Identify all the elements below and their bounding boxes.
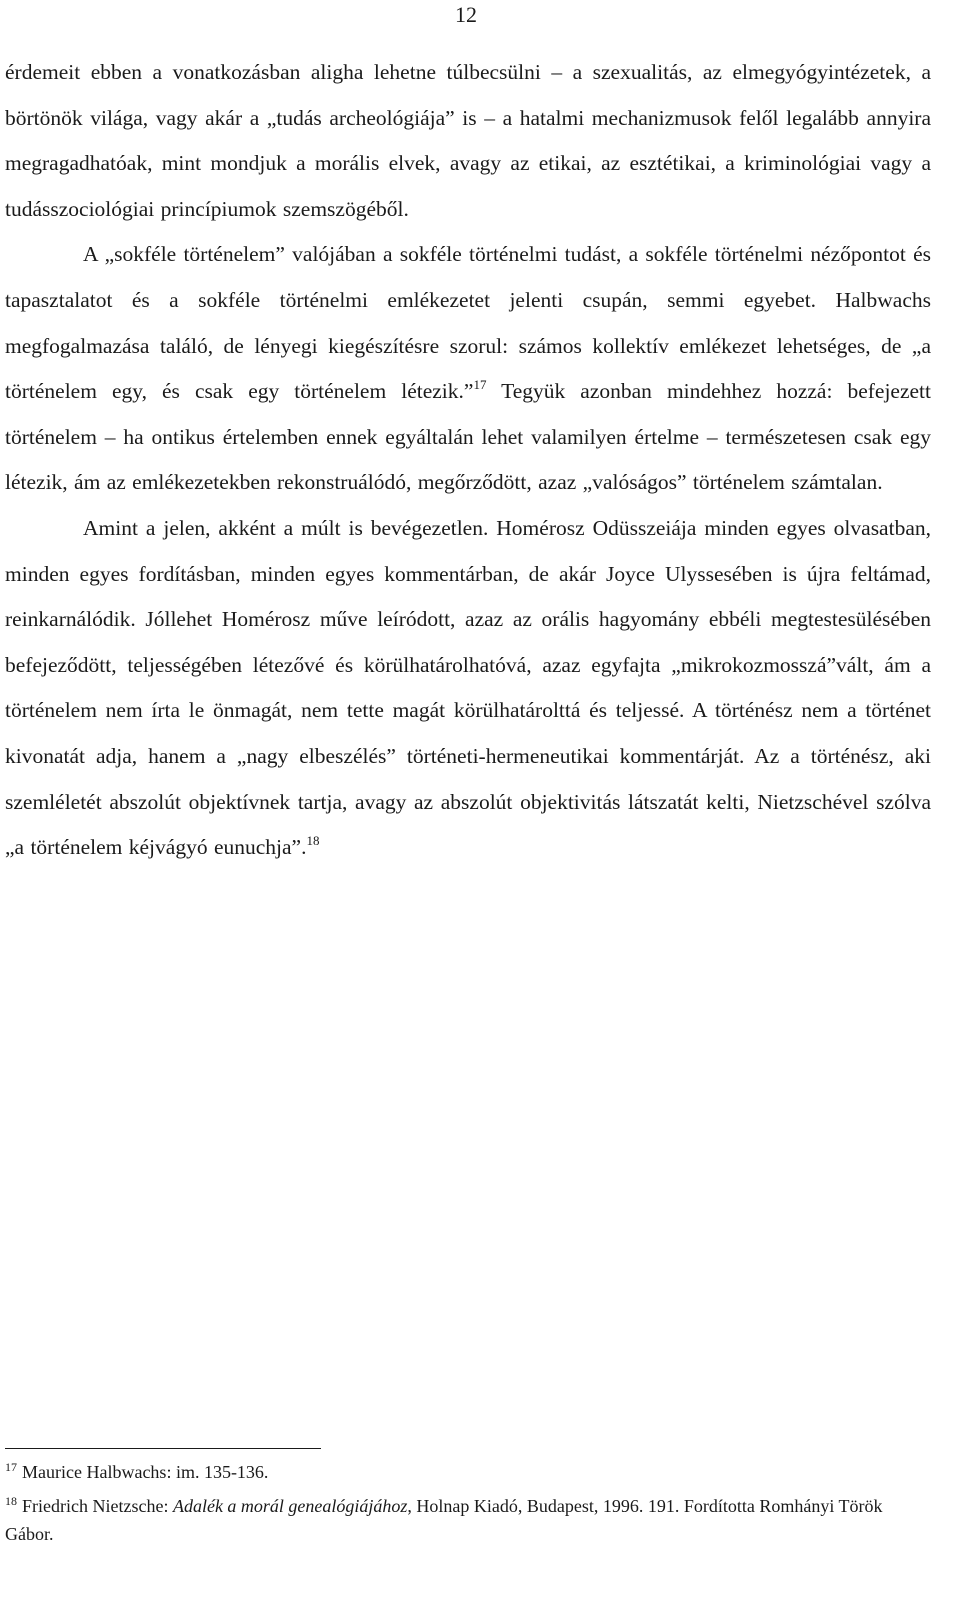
paragraph-1: érdemeit ebben a vonatkozásban aligha lehetne túlbecsülni – a szexualitás, az elmegyógyintézetek, a börtönök világa, vagy akár a „tudás archeológiája” is – a hatalmi mechanizmusok felől legalább annyira megragadhatóak, mint mondjuk a morális elvek, avagy az etikai, az esztétikai, a kriminológiai vagy a tudásszociológiai princípiumok szemszögéből. bbox=[5, 60, 931, 221]
paragraph-3-text: Amint a jelen, akként a múlt is bevégezetlen. Homérosz Odüsszeiája minden egyes olvasatban, minden egyes fordításban, minden egyes kommentárban, de akár Joyce Ulyssesében is újra feltámad, reinkarnálódik. Jóllehet Homérosz műve leíródott, azaz az orális hagyomány ebbéli megtestesülésében befejeződött, teljességében létezővé és körülhatárolhatóvá, azaz egyfajta „mikrokozmosszá”vált, ám a történelem nem írta le önmagát, nem tette magát körülhatárolttá és teljessé. A történész nem a történet kivonatát adja, hanem a „nagy elbeszélés” történeti-hermeneutikai kommentárját. Az a történész, aki szemléletét abszolút objektívnek tartja, avagy az abszolút objektivitás látszatát kelti, Nietzschével szólva „a történelem kéjvágyó eunuchja”. bbox=[5, 515, 931, 860]
paragraph-3 bbox=[5, 506, 931, 871]
body-text bbox=[5, 50, 931, 871]
footnote-18-text-after: , Holnap Kiadó, Budapest, 1996. 191. Fordította Romhányi Török Gábor. bbox=[5, 1496, 883, 1544]
page-number: 12 bbox=[455, 2, 477, 27]
footnote-separator bbox=[5, 1448, 321, 1449]
footnote-18-book-title: Adalék a morál genealógiájához bbox=[172, 1496, 408, 1516]
paragraph-2 bbox=[5, 232, 931, 506]
footnote-marker-17: 17 bbox=[5, 1460, 17, 1474]
paragraph-2-text-a: A „sokféle történelem” valójában a sokféle történelmi tudást, a sokféle történelmi nézőpontot és tapasztalatot és a sokféle történelmi emlékezetet jelenti csupán, semmi egyebet. Halbwachs megfogalmazása találó, de lényegi kiegészítésre szorul: számos kollektív emlékezet lehetséges, de „a történelem egy, és csak egy történelem létezik.” bbox=[5, 242, 931, 404]
footnote-ref-17[interactable]: 17 bbox=[473, 377, 487, 393]
footnote-ref-18[interactable]: 18 bbox=[306, 833, 320, 849]
footnote-17-text: Maurice Halbwachs: im. 135-136. bbox=[22, 1462, 269, 1482]
footnote-17 bbox=[5, 1458, 931, 1486]
paragraph-2-text-b: Tegyük azonban mindehhez hozzá: befejezett történelem – ha ontikus értelemben ennek egyáltalán lehet valamilyen értelme – természetesen csak egy létezik, ám az emlékezetekben rekonstruálódó, megőrződött, azaz „valóságos” történelem számtalan. bbox=[5, 379, 931, 495]
footnotes bbox=[5, 1458, 931, 1554]
footnote-18-text-before: Friedrich Nietzsche: bbox=[22, 1496, 173, 1516]
footnote-18 bbox=[5, 1492, 931, 1548]
footnote-marker-18: 18 bbox=[5, 1494, 17, 1508]
